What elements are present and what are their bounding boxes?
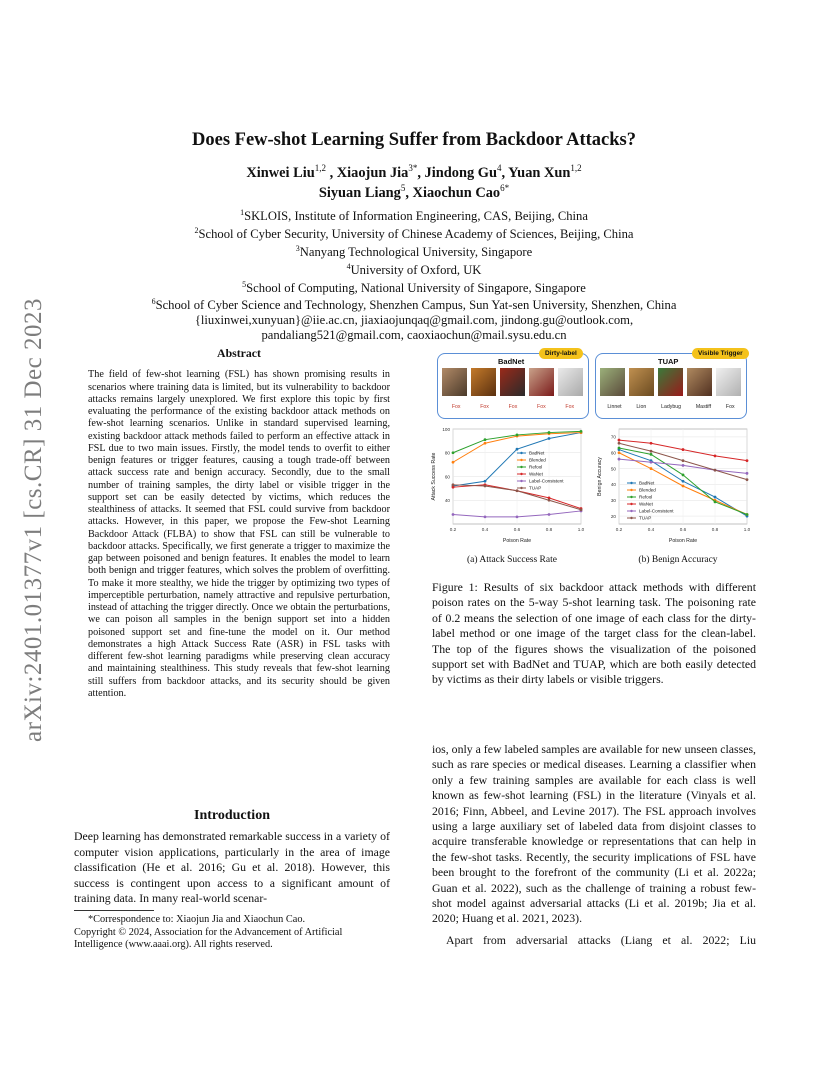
email-line: {liuxinwei,xunyuan}@iie.ac.cn, jiaxiaojunqaq@gmail.com, jindong.gu@outlook.com,	[194, 313, 634, 328]
badnet-thumbnails	[442, 368, 584, 400]
x-axis-label: Poison Rate	[502, 538, 532, 544]
legend-marker	[630, 510, 632, 512]
author: , Jindong Gu	[417, 164, 497, 181]
thumbnail-image	[529, 368, 554, 396]
legend-label: TUAP	[529, 485, 542, 491]
data-point	[714, 455, 717, 458]
data-point	[484, 480, 487, 483]
legend-marker	[520, 466, 522, 468]
author: , Xiaojun Jia	[325, 164, 409, 181]
y-tick-label: 100	[442, 426, 450, 432]
y-tick-label: 70	[610, 434, 616, 440]
legend-label: WaNet	[529, 471, 543, 477]
legend-marker	[520, 452, 522, 454]
data-point	[746, 513, 749, 516]
authors-line-2	[0, 183, 828, 202]
legend-label: Blended	[529, 457, 546, 463]
abstract-text: The field of few-shot learning (FSL) has shown promising results in scenarios where training data is limited, but its vulnerability to backdoor attacks remains largely unexplored. We first explore this topic by first evaluating the performance of the existing backdoor attack methods on few-shot learning scenarios. Unlike in standard supervised learning, existing backdoor attack methods failed to perform an effective attack in FSL due to two main issues. Firstly, the model tends to overfit to either benign features or trigger features, causing a tough trade-off between attack success rate and benign accuracy. Secondly, due to the small number of training samples, the dirty label or visible trigger in the support set can be easily detected by victims, which reduces the stealthiness of attacks. It seemed that FSL could survive from backdoor attacks. However, in this paper, we propose the Few-shot Learning Backdoor Attack (FLBA) to show that FSL can still be vulnerable to backdoor attacks. Specifically, we first generate a trigger to maximize the gap between poisoned and benign features. It enables the model to learn both benign and trigger features, which solves the problem of overfitting. To make it more stealthy, we hide the trigger by optimizing two types of imperceptible perturbation, namely attractive and repulsive perturbation, instead of attaching the trigger directly. Once we obtain the perturbations, we can poison all samples in the benign support set into a hidden poisoned support set and fine-tune the model on it. Our method demonstrates a high Attack Success Rate (ASR) in FSL tasks with different few-shot learning paradigms while preserving clean accuracy and maintaining stealthiness. This study reveals that few-shot learning still suffers from backdoor attacks, and its security should be given attention.	[88, 369, 390, 699]
footnote-rule	[74, 910, 154, 911]
legend-marker	[630, 482, 632, 484]
author: , Yuan Xun	[501, 164, 571, 181]
legend-marker	[520, 487, 522, 489]
data-point	[746, 478, 749, 481]
label: Mastiff	[695, 404, 712, 410]
data-point	[548, 437, 551, 440]
author: , Xiaochun Cao	[405, 184, 501, 201]
x-tick-label: 0.6	[513, 527, 521, 532]
thumbnail-image	[716, 368, 741, 396]
legend-marker	[630, 503, 632, 505]
data-point	[746, 459, 749, 462]
thumbnail-image	[600, 368, 625, 396]
data-point	[650, 467, 653, 470]
legend-label: Label-Consistent	[639, 508, 674, 514]
affiliation: $^5$School of Computing, National University of Singapore, Singapore	[242, 279, 586, 295]
data-point	[484, 485, 487, 488]
affiliations	[0, 206, 828, 343]
email-line: pandaliang521@gmail.com, caoxiaochun@mail.sysu.edu.cn	[261, 328, 567, 343]
affiliation: $^2$School of Cyber Security, University of Chinese Academy of Sciences, Beijing, China	[194, 225, 634, 242]
data-point	[452, 513, 455, 516]
author: Siyuan Liang	[318, 184, 401, 201]
thumbnail-image	[500, 368, 525, 396]
data-point	[618, 439, 621, 442]
data-point	[746, 472, 749, 475]
data-point	[682, 459, 685, 462]
label: Fox	[565, 404, 575, 410]
affiliation: $^4$University of Oxford, UK	[346, 261, 482, 277]
legend-marker	[630, 489, 632, 491]
data-point	[618, 442, 621, 445]
y-axis-label: Attack Success Rate	[431, 452, 437, 501]
legend-label: Label-Consistent	[529, 478, 564, 484]
author-sup: 1,2	[570, 163, 582, 173]
affiliation: $^1$SKLOIS, Institute of Information Engineering, CAS, Beijing, China	[240, 208, 588, 224]
data-point	[484, 438, 487, 441]
thumbnail-image	[442, 368, 467, 396]
right-column-text	[432, 742, 756, 948]
paper-title: Does Few-shot Learning Suffer from Backdoor Attacks?	[192, 130, 636, 150]
subcaption-a: (a) Attack Success Rate	[467, 555, 557, 565]
y-tick-label: 60	[444, 474, 450, 480]
legend-label: WaNet	[639, 501, 653, 507]
data-point	[452, 483, 455, 486]
label: Fox	[725, 404, 735, 410]
data-point	[650, 461, 653, 464]
x-tick-label: 0.6	[679, 527, 687, 532]
legend-marker	[520, 480, 522, 482]
data-point	[650, 442, 653, 445]
data-point	[580, 508, 583, 511]
legend-label: TUAP	[639, 515, 652, 521]
data-point	[516, 515, 519, 518]
intro-paragraph-2: Apart from adversarial attacks (Liang et al. 2022; Liu	[446, 932, 756, 947]
x-axis-label: Poison Rate	[668, 538, 698, 544]
figure-caption-text: Figure 1: Results of six backdoor attack methods with different poison rates on the 5-way 5-shot learning task. The poisoning rate of 0.2 means the selection of one image of each class for the dirty-label method or one image of the target class for the clean-label. The top of the figures shows the visualization of the poisoned support set with BadNet and TUAP, which are both easily detected by victims as their dirty labels or visible triggers.	[432, 580, 756, 687]
label: Fox	[451, 404, 461, 410]
y-tick-label: 50	[610, 466, 616, 472]
label: Lion	[636, 404, 647, 410]
intro-paragraph-continued: ios, only a few labeled samples are available for new unseen classes, such as rare species or medical diseases. Learning a classifier when only a few training samples are available for each class is well known as few-shot learning (FSL) in the literature (Vinyals et al. 2016; Finn, Abbeel, and Levine 2017). The FSL approach involves using a large auxiliary set of labeled data from disjoint classes to acquire transferable knowledge or representations that can help in the few-shot tasks. Recently, the security implications of FSL have been brought to the forefront of the community (Li et al. 2022a; Guan et al. 2022), such as the challenge of training a robust few-shot model against adversarial attacks (Li et al. 2019b; Jia et al. 2020; Huang et al. 2021, 2023).	[432, 742, 756, 926]
y-tick-label: 20	[610, 513, 616, 519]
label: Linnet	[607, 404, 622, 410]
legend-label: BadNet	[639, 480, 655, 486]
benign-accuracy-chart	[593, 423, 755, 548]
label: Ladybug	[661, 404, 681, 410]
thumbnail-image	[658, 368, 683, 396]
y-axis-label: Benign Accuracy	[597, 457, 603, 496]
authors-line-1	[0, 163, 828, 182]
data-point	[714, 500, 717, 503]
label: Fox	[537, 404, 546, 410]
label: Fox	[508, 404, 518, 410]
subcaption-b: (b) Benign Accuracy	[638, 555, 718, 565]
copyright-notice: Copyright © 2024, Association for the Advancement of Artificial Intelligence (www.aaai.org). All rights reserved.	[74, 926, 343, 951]
data-point	[548, 431, 551, 434]
intro-paragraph: Deep learning has demonstrated remarkable success in a variety of computer vision applications, particularly in the area of image classification (He et al. 2016; Gu et al. 2018). However, this success is contingent upon access to a significant amount of training data. In many real-world scenar-	[74, 829, 390, 906]
x-tick-label: 0.2	[615, 527, 623, 532]
thumbnail-image	[558, 368, 583, 396]
data-point	[618, 447, 621, 450]
x-tick-label: 0.8	[545, 527, 553, 532]
figure-1	[427, 343, 757, 571]
x-tick-label: 0.4	[647, 527, 655, 532]
legend-marker	[520, 473, 522, 475]
visible-trigger-badge: Visible Trigger	[692, 348, 749, 359]
footnotes	[74, 914, 390, 952]
legend-label: Refool	[529, 464, 543, 470]
label: Fox	[480, 404, 489, 410]
y-tick-label: 40	[444, 498, 450, 504]
data-point	[618, 458, 621, 461]
legend-label: BadNet	[529, 450, 545, 456]
data-point	[682, 485, 685, 488]
badnet-title: BadNet	[498, 357, 525, 366]
data-point	[516, 434, 519, 437]
data-point	[650, 453, 653, 456]
tuap-panel	[595, 353, 747, 419]
introduction-heading: Introduction	[194, 808, 270, 823]
data-point	[682, 448, 685, 451]
data-point	[682, 474, 685, 477]
author: Xinwei Liu	[246, 164, 315, 181]
data-point	[714, 469, 717, 472]
badnet-labels	[442, 404, 584, 410]
author-sup: 4	[496, 163, 502, 173]
affiliation: $^6$School of Cyber Science and Technology, Shenzhen Campus, Sun Yat-sen University, Shenzhen, China	[151, 297, 677, 313]
legend-marker	[630, 496, 632, 498]
legend-label: Blended	[639, 487, 656, 493]
data-point	[548, 513, 551, 516]
affiliation: $^3$Nanyang Technological University, Singapore	[295, 243, 533, 259]
data-point	[682, 480, 685, 483]
legend-label: Refool	[639, 494, 653, 500]
author-sup: 1,2	[314, 163, 326, 173]
data-point	[452, 461, 455, 464]
badnet-panel	[437, 353, 589, 419]
dirty-label-badge: Dirty-label	[539, 348, 583, 359]
x-tick-label: 0.8	[711, 527, 719, 532]
asr-chart	[427, 423, 589, 548]
data-point	[580, 430, 583, 433]
tuap-labels	[600, 404, 742, 410]
x-tick-label: 1.0	[743, 527, 751, 532]
tuap-thumbnails	[600, 368, 742, 400]
data-point	[484, 515, 487, 518]
abstract-section	[88, 347, 390, 700]
thumbnail-image	[687, 368, 712, 396]
author-sup: 6*	[500, 183, 510, 193]
data-point	[484, 442, 487, 445]
data-point	[618, 451, 621, 454]
y-tick-label: 80	[444, 450, 450, 456]
abstract-heading: Abstract	[217, 346, 261, 360]
author-sup: 3*	[408, 163, 418, 173]
correspondence-footnote: *Correspondence to: Xiaojun Jia and Xiaochun Cao.	[88, 914, 306, 925]
thumbnail-image	[629, 368, 654, 396]
data-point	[650, 450, 653, 453]
arxiv-stamp	[14, 285, 54, 755]
x-tick-label: 0.4	[481, 527, 489, 532]
data-point	[682, 464, 685, 467]
legend-marker	[520, 459, 522, 461]
data-point	[452, 451, 455, 454]
x-tick-label: 1.0	[577, 527, 585, 532]
tuap-title: TUAP	[658, 357, 679, 366]
author-sup: 5	[400, 183, 406, 193]
arxiv-stamp-text: arXiv:2401.01377v1 [cs.CR] 31 Dec 2023	[20, 298, 47, 742]
introduction-section	[74, 808, 390, 906]
data-point	[548, 499, 551, 502]
data-point	[516, 448, 519, 451]
legend-marker	[630, 517, 632, 519]
x-tick-label: 0.2	[449, 527, 457, 532]
thumbnail-image	[471, 368, 496, 396]
y-tick-label: 40	[610, 482, 616, 488]
figure-caption	[432, 580, 756, 688]
y-tick-label: 60	[610, 450, 616, 456]
data-point	[516, 489, 519, 492]
y-tick-label: 30	[610, 498, 616, 504]
data-point	[714, 496, 717, 499]
